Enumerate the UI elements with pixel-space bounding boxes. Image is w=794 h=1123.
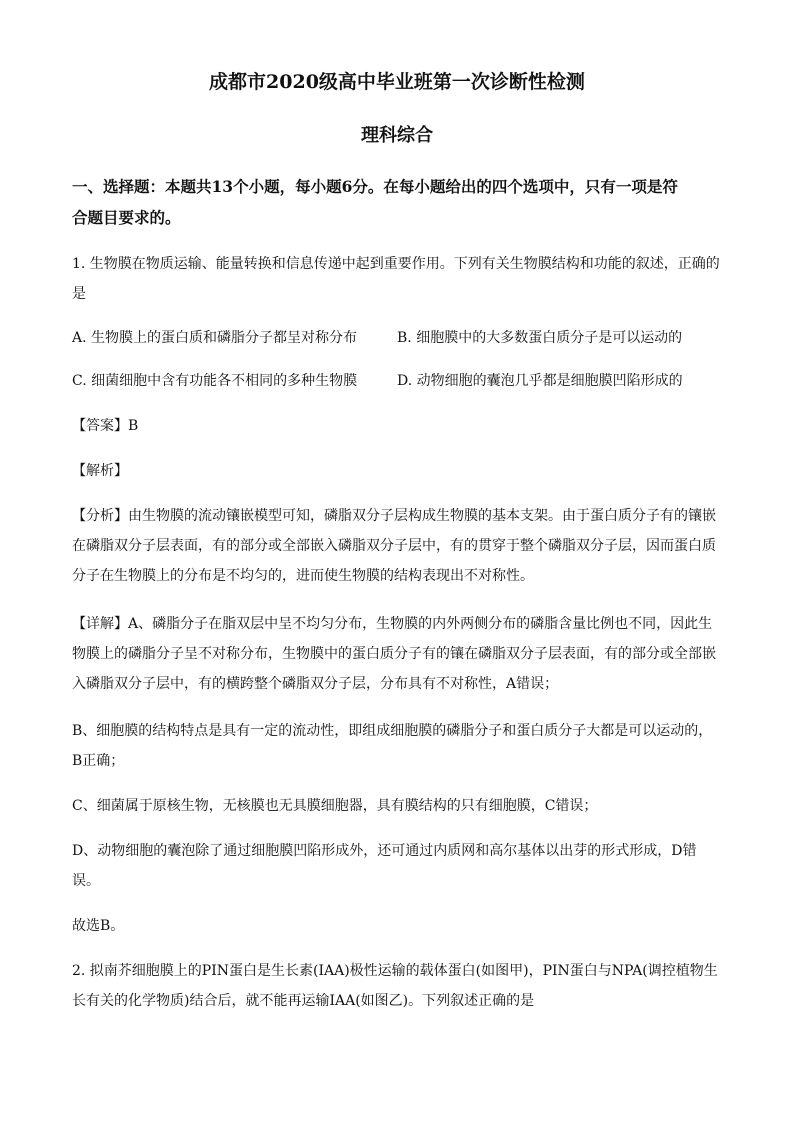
- q1-option-d: D. 动物细胞的囊泡几乎都是细胞膜凹陷形成的: [397, 373, 683, 389]
- q1-c-detail: C、细菌属于原核生物，无核膜也无具膜细胞器，具有膜结构的只有细胞膜，C错误；: [72, 798, 598, 814]
- q1-d-detail-line-2: 误。: [72, 873, 100, 889]
- doc-title: 成都市2020级高中毕业班第一次诊断性检测: [209, 71, 585, 93]
- q1-detail-line-1: 【详解】A、磷脂分子在脂双层中呈不均匀分布，生物膜的内外两侧分布的磷脂含量比例也不同，因此生: [72, 616, 713, 632]
- q1-detail-line-3: 入磷脂双分子层中，有的横跨整个磷脂双分子层，分布具有不对称性，A错误；: [72, 676, 559, 692]
- q1-stem-line-1: 1. 生物膜在物质运输、能量转换和信息传递中起到重要作用。下列有关生物膜结构和功能的叙述，正确的: [72, 256, 720, 272]
- q2-stem-line-2: 长有关的化学物质)结合后，就不能再运输IAA(如图乙)。下列叙述正确的是: [72, 993, 535, 1009]
- doc-subtitle: 理科综合: [361, 125, 433, 146]
- q1-answer: 【答案】B: [72, 418, 139, 434]
- q1-detail-line-2: 物膜上的磷脂分子呈不对称分布，生物膜中的蛋白质分子有的镶在磷脂双分子层表面，有的部分或全部嵌: [72, 646, 716, 662]
- q1-fenxi-line-1: 【分析】由生物膜的流动镶嵌模型可知，磷脂双分子层构成生物膜的基本支架。由于蛋白质分子有的镶嵌: [72, 508, 716, 524]
- q1-b-detail-line-1: B、细胞膜的结构特点是具有一定的流动性，即组成细胞膜的磷脂分子和蛋白质分子大都是可以运动的，: [72, 723, 713, 739]
- q1-d-detail-line-1: D、动物细胞的囊泡除了通过细胞膜凹陷形成外，还可通过内质网和高尔基体以出芽的形式形成，D错: [72, 843, 697, 859]
- q1-analysis-label: 【解析】: [72, 463, 128, 479]
- q1-option-c: C. 细菌细胞中含有功能各不相同的多种生物膜: [72, 373, 358, 389]
- q1-fenxi-line-3: 分子在生物膜上的分布是不均匀的，进而使生物膜的结构表现出不对称性。: [72, 568, 534, 584]
- q1-stem-line-2: 是: [72, 286, 86, 302]
- q1-fenxi-line-2: 在磷脂双分子层表面，有的部分或全部嵌入磷脂双分子层中，有的贯穿于整个磷脂双分子层，因而蛋白质: [72, 538, 716, 554]
- q1-conclusion: 故选B。: [72, 918, 125, 934]
- q1-option-b: B. 细胞膜中的大多数蛋白质分子是可以运动的: [397, 330, 683, 346]
- q1-option-a: A. 生物膜上的蛋白质和磷脂分子都呈对称分布: [72, 330, 358, 346]
- section-heading-line-1: 一、选择题：本题共13个小题，每小题6分。在每小题给出的四个选项中，只有一项是符: [72, 177, 678, 196]
- q2-stem-line-1: 2. 拟南芥细胞膜上的PIN蛋白是生长素(IAA)极性运输的载体蛋白(如图甲)，PIN蛋白与NPA(调控植物生: [72, 963, 718, 979]
- section-heading-line-2: 合题目要求的。: [72, 208, 181, 227]
- q1-b-detail-line-2: B正确；: [72, 753, 125, 769]
